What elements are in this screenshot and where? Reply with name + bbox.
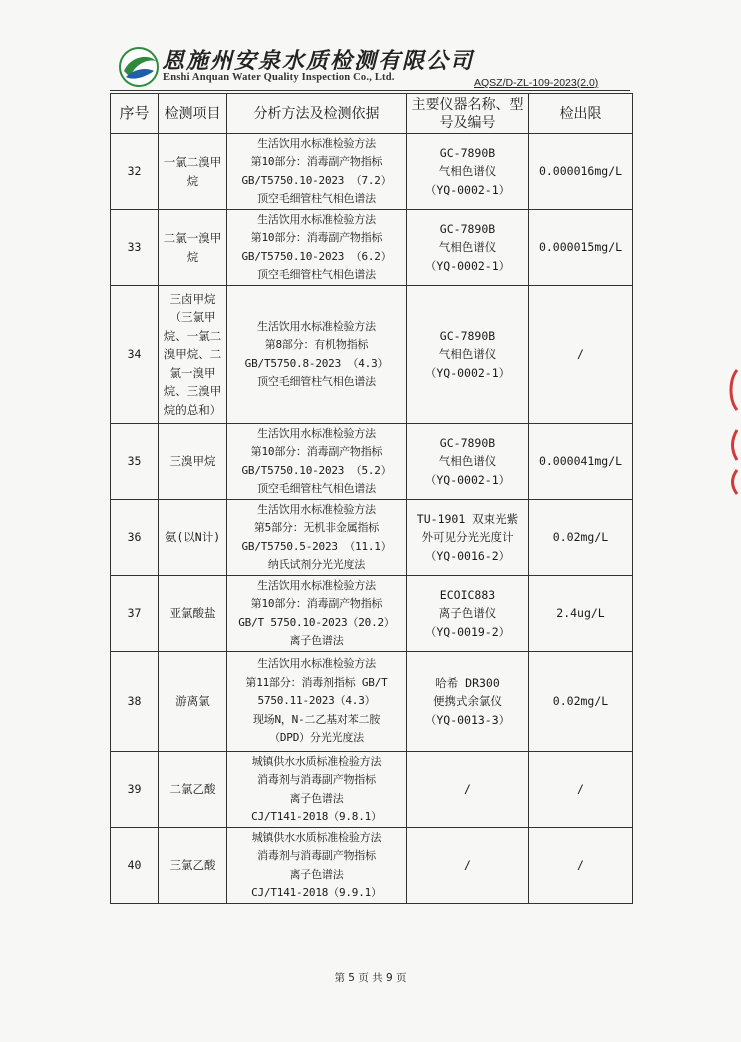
cell-no: 39 — [111, 752, 159, 828]
cell-no: 37 — [111, 576, 159, 652]
cell-method: 生活饮用水标准检验方法 第8部分：有机物指标 GB/T5750.8-2023 （4.3） 顶空毛细管柱气相色谱法 — [227, 286, 407, 424]
cell-limit: 0.000041mg/L — [529, 424, 633, 500]
cell-item: 二氯乙酸 — [159, 752, 227, 828]
table-row — [111, 424, 633, 500]
cell-method: 城镇供水水质标准检验方法 消毒剂与消毒副产物指标 离子色谱法 CJ/T141-2018（9.9.1） — [227, 828, 407, 904]
table-row — [111, 752, 633, 828]
cell-instrument: TU-1901 双束光紫 外可见分光光度计 （YQ-0016-2） — [407, 500, 529, 576]
cell-no: 40 — [111, 828, 159, 904]
cell-no: 35 — [111, 424, 159, 500]
cell-item: 氨(以N计) — [159, 500, 227, 576]
header-item: 检测项目 — [159, 94, 227, 134]
cell-limit: 2.4ug/L — [529, 576, 633, 652]
cell-limit: 0.02mg/L — [529, 652, 633, 752]
cell-item: 三氯乙酸 — [159, 828, 227, 904]
company-name-en: Enshi Anquan Water Quality Inspection Co., Ltd. — [163, 72, 395, 83]
page-number: 第 5 页 共 9 页 — [334, 972, 407, 984]
header-instrument: 主要仪器名称、型号及编号 — [407, 94, 529, 134]
test-method-table — [110, 93, 633, 904]
table-row — [111, 828, 633, 904]
cell-instrument: GC-7890B 气相色谱仪 （YQ-0002-1） — [407, 134, 529, 210]
table-row — [111, 576, 633, 652]
table-row — [111, 210, 633, 286]
document-code: AQSZ/D-ZL-109-2023(2.0) — [474, 77, 599, 89]
cell-limit: / — [529, 828, 633, 904]
company-logo-icon — [118, 47, 160, 87]
cell-instrument: GC-7890B 气相色谱仪 （YQ-0002-1） — [407, 424, 529, 500]
cell-method: 生活饮用水标准检验方法 第5部分：无机非金属指标 GB/T5750.5-2023 （11.1） 纳氏试剂分光光度法 — [227, 500, 407, 576]
cell-no: 33 — [111, 210, 159, 286]
cell-no: 34 — [111, 286, 159, 424]
cell-item: 二氯一溴甲烷 — [159, 210, 227, 286]
cell-instrument: / — [407, 752, 529, 828]
cell-limit: 0.000016mg/L — [529, 134, 633, 210]
seal-stamp-fragment — [727, 360, 741, 500]
cell-item: 游离氯 — [159, 652, 227, 752]
table-row — [111, 500, 633, 576]
cell-method: 生活饮用水标准检验方法 第11部分：消毒剂指标 GB/T 5750.11-2023（4.3） 现场N，N-二乙基对苯二胺 （DPD）分光光度法 — [227, 652, 407, 752]
cell-method: 生活饮用水标准检验方法 第10部分：消毒副产物指标 GB/T5750.10-2023 （5.2） 顶空毛细管柱气相色谱法 — [227, 424, 407, 500]
cell-item: 亚氯酸盐 — [159, 576, 227, 652]
cell-method: 生活饮用水标准检验方法 第10部分：消毒副产物指标 GB/T5750.10-2023 （7.2） 顶空毛细管柱气相色谱法 — [227, 134, 407, 210]
cell-method: 城镇供水水质标准检验方法 消毒剂与消毒副产物指标 离子色谱法 CJ/T141-2018（9.8.1） — [227, 752, 407, 828]
header-divider — [110, 90, 630, 91]
header-method: 分析方法及检测依据 — [227, 94, 407, 134]
table-row — [111, 286, 633, 424]
table-row — [111, 134, 633, 210]
table-header-row — [111, 94, 633, 134]
header-limit: 检出限 — [529, 94, 633, 134]
cell-no: 36 — [111, 500, 159, 576]
cell-no: 38 — [111, 652, 159, 752]
cell-instrument: ECOIC883 离子色谱仪 （YQ-0019-2） — [407, 576, 529, 652]
cell-limit: 0.000015mg/L — [529, 210, 633, 286]
cell-limit: 0.02mg/L — [529, 500, 633, 576]
cell-method: 生活饮用水标准检验方法 第10部分：消毒副产物指标 GB/T 5750.10-2023（20.2） 离子色谱法 — [227, 576, 407, 652]
header-no: 序号 — [111, 94, 159, 134]
cell-instrument: 哈希 DR300 便携式余氯仪 （YQ-0013-3） — [407, 652, 529, 752]
company-name-cn: 恩施州安泉水质检测有限公司 — [162, 48, 475, 74]
cell-instrument: / — [407, 828, 529, 904]
cell-item: 三卤甲烷 （三氯甲 烷、一氯二 溴甲烷、二 氯一溴甲 烷、三溴甲 烷的总和） — [159, 286, 227, 424]
cell-instrument: GC-7890B 气相色谱仪 （YQ-0002-1） — [407, 210, 529, 286]
cell-limit: / — [529, 286, 633, 424]
cell-item: 一氯二溴甲烷 — [159, 134, 227, 210]
cell-item: 三溴甲烷 — [159, 424, 227, 500]
cell-no: 32 — [111, 134, 159, 210]
cell-instrument: GC-7890B 气相色谱仪 （YQ-0002-1） — [407, 286, 529, 424]
table-row — [111, 652, 633, 752]
cell-limit: / — [529, 752, 633, 828]
cell-method: 生活饮用水标准检验方法 第10部分：消毒副产物指标 GB/T5750.10-2023 （6.2） 顶空毛细管柱气相色谱法 — [227, 210, 407, 286]
